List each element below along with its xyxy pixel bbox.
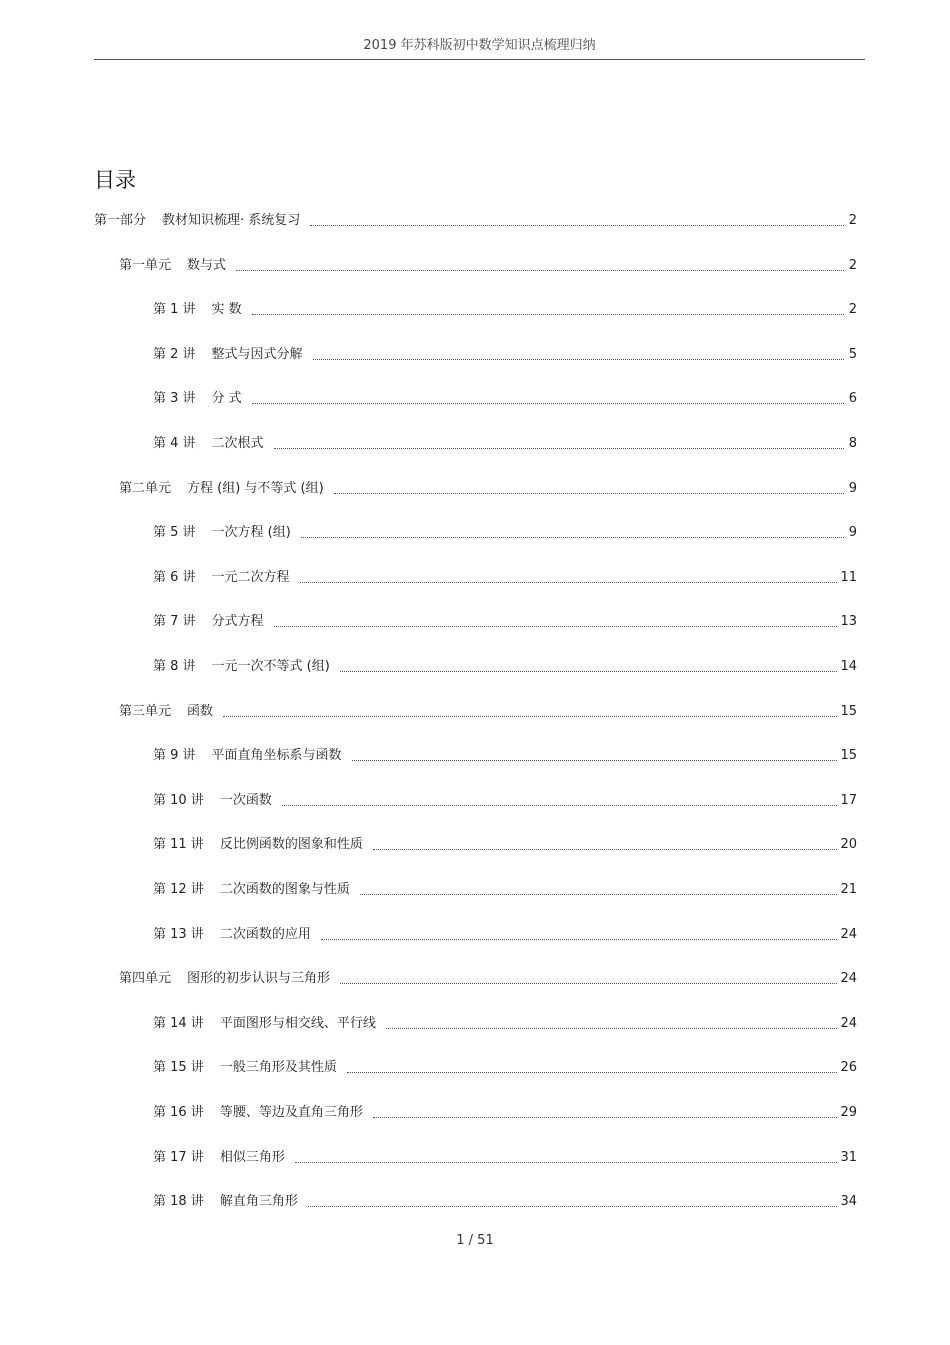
toc-entry-number: 第 8 讲 [153, 659, 196, 674]
toc-entry-number: 第 15 讲 [153, 1060, 204, 1076]
toc-entry[interactable] [153, 1100, 857, 1122]
toc-entry-number: 第 11 讲 [153, 837, 204, 853]
toc-entry-number: 第 2 讲 [153, 346, 196, 362]
toc-entry-title: 二次根式 [211, 436, 264, 451]
toc-dot-leader [347, 1072, 838, 1073]
toc-dot-leader [295, 1162, 838, 1163]
toc-entry-number: 第 12 讲 [153, 882, 204, 897]
toc-entry-page: 13 [840, 614, 857, 630]
toc-entry-title: 二次函数的图象与性质 [219, 882, 350, 897]
toc-dot-leader [313, 359, 844, 360]
toc-dot-leader [301, 537, 844, 538]
toc-entry[interactable] [153, 1145, 857, 1167]
toc-dot-leader [321, 939, 838, 940]
toc-entry-title: 方程 (组) 与不等式 (组) [187, 480, 324, 496]
toc-entry[interactable] [153, 877, 857, 899]
toc-entry-number: 第 5 讲 [153, 525, 196, 541]
toc-entry-number: 第 13 讲 [153, 926, 204, 942]
toc-entry[interactable] [153, 654, 857, 676]
toc-entry-title: 分式方程 [211, 614, 264, 630]
toc-entry[interactable] [153, 342, 857, 364]
toc-dot-leader [308, 1206, 838, 1207]
toc-entry-page: 24 [840, 926, 857, 942]
toc-entry-page: 2 [848, 213, 857, 228]
toc-dot-leader [373, 849, 838, 850]
toc-dot-leader [236, 270, 844, 271]
toc-entry[interactable] [153, 565, 857, 587]
toc-entry[interactable] [153, 1189, 857, 1211]
toc-entry[interactable] [153, 386, 857, 408]
toc-entry-number: 第 10 讲 [153, 792, 204, 808]
toc-dot-leader [252, 314, 844, 315]
toc-entry-page: 31 [840, 1149, 857, 1165]
toc-entry-number: 第一部分 [94, 213, 147, 228]
toc-entry[interactable] [153, 520, 857, 542]
page-header [94, 36, 865, 60]
toc-entry-page: 14 [840, 659, 857, 674]
toc-entry-number: 第 3 讲 [153, 391, 196, 407]
toc-entry-title: 相似三角形 [219, 1149, 285, 1165]
toc-entry-page: 26 [840, 1060, 857, 1076]
toc-dot-leader [334, 493, 844, 494]
toc-entry-title: 教材知识梳理· 系统复习 [162, 213, 301, 228]
toc-entry-number: 第 4 讲 [153, 436, 196, 451]
toc-entry[interactable] [119, 966, 857, 988]
toc-entry-page: 29 [840, 1105, 857, 1120]
toc-entry[interactable] [94, 208, 857, 230]
toc-dot-leader [340, 983, 837, 984]
toc-entry-title: 整式与因式分解 [211, 346, 303, 362]
toc-entry-title: 一次方程 (组) [211, 525, 291, 541]
toc-dot-leader [360, 894, 838, 895]
toc-dot-leader [300, 582, 838, 583]
toc-entry-number: 第 6 讲 [153, 569, 196, 585]
toc-dot-leader [310, 225, 844, 226]
toc-entry-title: 二次函数的应用 [219, 926, 311, 942]
toc-entry-page: 24 [840, 1015, 857, 1031]
toc-dot-leader [352, 760, 838, 761]
toc-dot-leader [274, 448, 844, 449]
toc-entry-number: 第二单元 [119, 480, 172, 496]
toc-entry-number: 第四单元 [119, 971, 172, 987]
toc-entry-title: 反比例函数的图象和性质 [219, 837, 363, 853]
toc-entry-page: 34 [840, 1194, 857, 1210]
toc-entry-page: 21 [840, 882, 857, 897]
toc-entry-number: 第 18 讲 [153, 1194, 204, 1210]
toc-dot-leader [282, 805, 838, 806]
toc-entry-page: 9 [848, 480, 857, 496]
toc-entry[interactable] [153, 609, 857, 631]
toc-entry-page: 9 [848, 525, 857, 541]
toc-entry-page: 15 [840, 748, 857, 764]
toc-entry-title: 图形的初步认识与三角形 [187, 971, 331, 987]
toc-entry-number: 第一单元 [119, 257, 172, 273]
toc-dot-leader [340, 671, 838, 672]
toc-entry-title: 一元二次方程 [211, 569, 290, 585]
toc-dot-leader [223, 716, 837, 717]
toc-entry-page: 15 [840, 703, 857, 719]
toc-entry-number: 第 17 讲 [153, 1149, 204, 1165]
toc-entry[interactable] [153, 1011, 857, 1033]
toc-entry-page: 17 [840, 792, 857, 808]
toc-entry[interactable] [119, 476, 857, 498]
toc-entry[interactable] [119, 699, 857, 721]
toc-entry-page: 24 [840, 971, 857, 987]
toc-entry-title: 一般三角形及其性质 [219, 1060, 337, 1076]
toc-entry[interactable] [153, 431, 857, 453]
toc-entry[interactable] [153, 743, 857, 765]
toc-dot-leader [386, 1028, 838, 1029]
toc-entry-page: 6 [848, 391, 857, 407]
toc-entry-title: 平面直角坐标系与函数 [211, 748, 342, 764]
toc-entry-title: 实 数 [211, 302, 242, 318]
toc-entry-page: 5 [848, 346, 857, 362]
toc-dot-leader [274, 626, 838, 627]
toc-entry-page: 2 [848, 302, 857, 318]
toc-entry-number: 第 7 讲 [153, 614, 196, 630]
toc-entry-title: 等腰、等边及直角三角形 [219, 1105, 363, 1120]
toc-entry-title: 一元一次不等式 (组) [211, 659, 330, 674]
toc-entry-number: 第 14 讲 [153, 1015, 204, 1031]
toc-entry[interactable] [153, 922, 857, 944]
toc-entry[interactable] [153, 832, 857, 854]
toc-entry-number: 第 9 讲 [153, 748, 196, 764]
toc-entry-page: 20 [840, 837, 857, 853]
toc-title: 目录 [94, 168, 136, 192]
toc-entry[interactable] [153, 297, 857, 319]
page-indicator: 1 / 51 [456, 1233, 494, 1248]
toc-entry-page: 8 [848, 436, 857, 451]
toc-entry[interactable] [119, 253, 857, 275]
toc-entry-title: 一次函数 [219, 792, 272, 808]
toc-dot-leader [252, 403, 844, 404]
toc-entry-number: 第 16 讲 [153, 1105, 204, 1120]
toc-entry-page: 2 [848, 257, 857, 273]
document-title: 2019 年苏科版初中数学知识点梳理归纳 [363, 38, 596, 53]
toc-entry-title: 分 式 [211, 391, 242, 407]
toc-entry-title: 函数 [187, 703, 214, 719]
toc-entry-title: 平面图形与相交线、平行线 [219, 1015, 376, 1031]
toc-entry-page: 11 [840, 569, 857, 585]
toc-dot-leader [373, 1117, 838, 1118]
toc-entry-title: 解直角三角形 [219, 1194, 298, 1210]
page-footer [0, 1232, 950, 1250]
toc-entry-number: 第 1 讲 [153, 302, 196, 318]
toc-entry-title: 数与式 [187, 257, 227, 273]
toc-entry[interactable] [153, 788, 857, 810]
toc-entry-number: 第三单元 [119, 703, 172, 719]
toc-entry[interactable] [153, 1055, 857, 1077]
